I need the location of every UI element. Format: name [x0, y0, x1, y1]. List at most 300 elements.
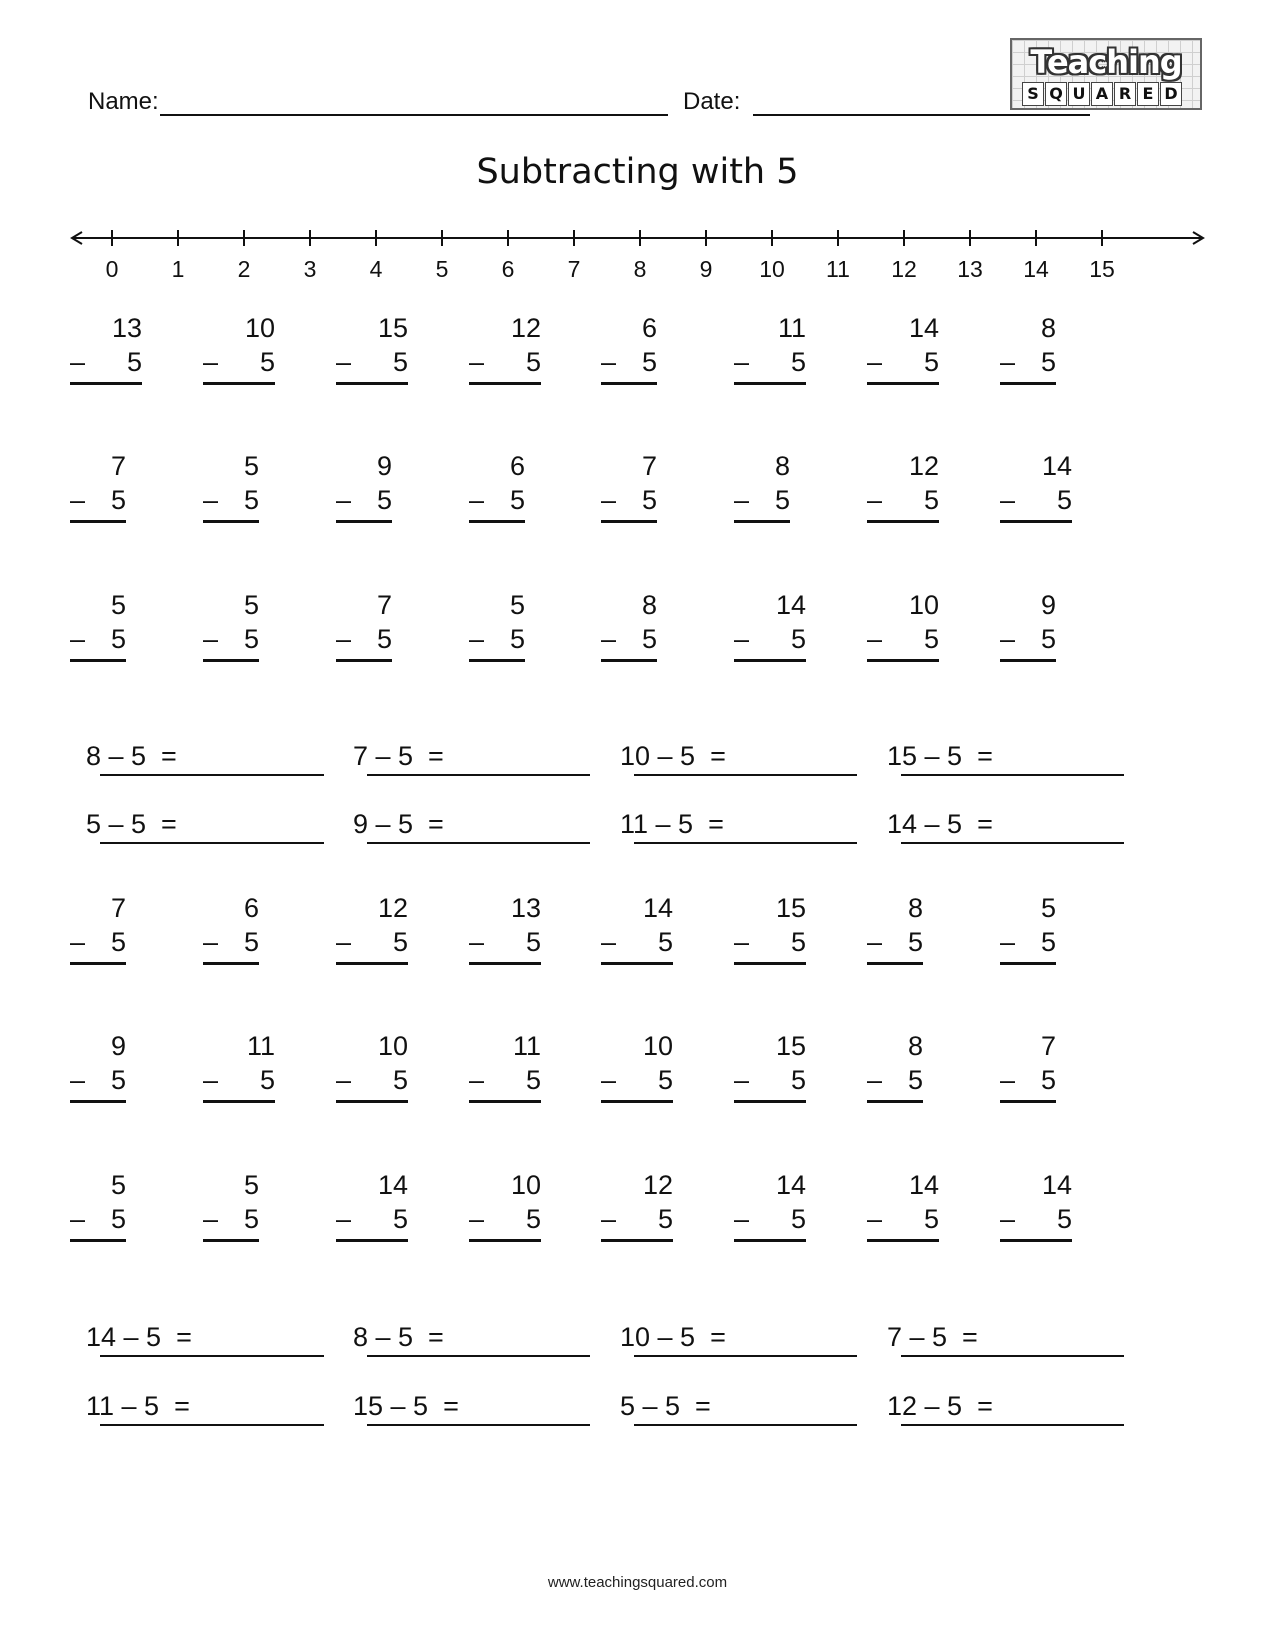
horizontal-problem [620, 1321, 857, 1361]
subtrahend: 5 [657, 927, 673, 957]
vertical-problem [734, 589, 806, 669]
answer-line[interactable] [734, 1239, 806, 1242]
answer-line[interactable] [1000, 1239, 1072, 1242]
subtrahend: 5 [923, 347, 939, 377]
minus-sign: – [867, 927, 883, 957]
minus-sign: – [867, 347, 883, 377]
vertical-problem [1000, 892, 1056, 972]
minus-sign: – [203, 1204, 219, 1234]
answer-line[interactable] [601, 962, 673, 965]
vertical-problem [70, 1169, 126, 1249]
subtrahend: 5 [907, 1065, 923, 1095]
answer-line[interactable] [1000, 1100, 1056, 1103]
tick-label: 7 [567, 256, 581, 282]
vertical-problem [469, 450, 525, 530]
answer-line[interactable] [1000, 659, 1056, 662]
minuend: 13 [510, 893, 541, 923]
answer-line[interactable] [336, 520, 392, 523]
horizontal-problem [86, 1390, 324, 1430]
equation-text: 8 – 5 = [86, 741, 177, 771]
answer-line[interactable] [469, 382, 541, 385]
horizontal-problem-row [0, 740, 1275, 780]
minus-sign: – [336, 624, 352, 654]
subtrahend: 5 [509, 485, 525, 515]
equation-text: 10 – 5 = [620, 1322, 726, 1352]
answer-line[interactable] [867, 520, 939, 523]
minuend: 5 [243, 451, 259, 481]
vertical-problem [203, 1169, 259, 1249]
horizontal-problem-row [0, 1321, 1275, 1361]
answer-line[interactable] [336, 1239, 408, 1242]
horizontal-problem [86, 1321, 324, 1361]
vertical-problem-row [0, 1169, 1275, 1249]
horizontal-problem [887, 1321, 1124, 1361]
answer-line[interactable] [203, 1239, 259, 1242]
minuend: 9 [110, 1031, 126, 1061]
answer-line[interactable] [867, 1100, 923, 1103]
subtrahend: 5 [790, 1065, 806, 1095]
equation-text: 15 – 5 = [887, 741, 993, 771]
minuend: 14 [908, 313, 939, 343]
answer-blank[interactable] [367, 774, 590, 776]
minuend: 14 [642, 893, 673, 923]
minuend: 7 [110, 451, 126, 481]
date-label: Date: [683, 88, 741, 115]
answer-line[interactable] [70, 382, 142, 385]
subtrahend: 5 [525, 927, 541, 957]
minuend: 8 [641, 590, 657, 620]
minus-sign: – [1000, 1065, 1016, 1095]
vertical-problem [601, 312, 657, 392]
subtrahend: 5 [641, 347, 657, 377]
name-label: Name: [88, 88, 159, 115]
minus-sign: – [734, 927, 750, 957]
answer-line[interactable] [336, 382, 408, 385]
vertical-problem [734, 1169, 806, 1249]
equation-text: 10 – 5 = [620, 741, 726, 771]
vertical-problem [469, 312, 541, 392]
subtrahend: 5 [392, 347, 408, 377]
tick-label: 12 [891, 256, 917, 282]
vertical-problem [1000, 312, 1056, 392]
horizontal-problem [86, 808, 324, 848]
vertical-problem [734, 1030, 806, 1110]
vertical-problem [70, 450, 126, 530]
answer-line[interactable] [601, 1100, 673, 1103]
minus-sign: – [867, 624, 883, 654]
minuend: 14 [775, 1170, 806, 1200]
answer-line[interactable] [734, 382, 806, 385]
minuend: 8 [1040, 313, 1056, 343]
tick-label: 0 [105, 256, 119, 282]
minuend: 8 [907, 893, 923, 923]
vertical-problem [336, 589, 392, 669]
subtrahend: 5 [1040, 347, 1056, 377]
logo-word: Teaching [1030, 43, 1182, 81]
answer-blank[interactable] [901, 1355, 1124, 1357]
minuend: 14 [1041, 451, 1072, 481]
subtrahend: 5 [110, 927, 126, 957]
answer-line[interactable] [70, 1239, 126, 1242]
answer-line[interactable] [469, 659, 525, 662]
minus-sign: – [734, 1204, 750, 1234]
vertical-problem [70, 1030, 126, 1110]
answer-blank[interactable] [367, 842, 590, 844]
vertical-problem [469, 1030, 541, 1110]
vertical-problem [601, 450, 657, 530]
vertical-problem [867, 1169, 939, 1249]
logo-letter: U [1068, 82, 1090, 106]
horizontal-problem [620, 740, 857, 780]
logo-letter: A [1091, 82, 1113, 106]
answer-line[interactable] [70, 1100, 126, 1103]
date-field[interactable] [753, 114, 1090, 116]
equation-text: 5 – 5 = [86, 809, 177, 839]
tick-label: 13 [957, 256, 983, 282]
minus-sign: – [203, 927, 219, 957]
equation-text: 11 – 5 = [620, 809, 724, 839]
answer-blank[interactable] [367, 1424, 590, 1426]
tick-label: 9 [699, 256, 713, 282]
subtrahend: 5 [392, 1204, 408, 1234]
logo-letter: E [1137, 82, 1159, 106]
tick-label: 2 [237, 256, 251, 282]
horizontal-problem [86, 740, 324, 780]
minus-sign: – [867, 1204, 883, 1234]
subtrahend: 5 [376, 485, 392, 515]
minuend: 6 [509, 451, 525, 481]
minus-sign: – [469, 485, 485, 515]
minuend: 9 [376, 451, 392, 481]
minus-sign: – [601, 485, 617, 515]
horizontal-problem [887, 740, 1124, 780]
vertical-problem [203, 1030, 275, 1110]
answer-line[interactable] [1000, 520, 1072, 523]
minuend: 10 [244, 313, 275, 343]
answer-blank[interactable] [100, 774, 324, 776]
subtrahend: 5 [907, 927, 923, 957]
minus-sign: – [734, 485, 750, 515]
vertical-problem [336, 892, 408, 972]
minus-sign: – [867, 485, 883, 515]
minuend: 8 [774, 451, 790, 481]
answer-line[interactable] [469, 520, 525, 523]
minuend: 15 [377, 313, 408, 343]
tick-label: 5 [435, 256, 449, 282]
vertical-problem [70, 892, 126, 972]
minuend: 8 [907, 1031, 923, 1061]
minus-sign: – [601, 1065, 617, 1095]
answer-blank[interactable] [901, 774, 1124, 776]
minus-sign: – [70, 347, 86, 377]
answer-line[interactable] [70, 659, 126, 662]
answer-line[interactable] [867, 962, 923, 965]
minuend: 12 [377, 893, 408, 923]
horizontal-problem-row [0, 808, 1275, 848]
answer-line[interactable] [601, 659, 657, 662]
subtrahend: 5 [657, 1204, 673, 1234]
horizontal-problem [620, 1390, 857, 1430]
subtrahend: 5 [110, 624, 126, 654]
equation-text: 9 – 5 = [353, 809, 444, 839]
minus-sign: – [336, 1065, 352, 1095]
answer-line[interactable] [601, 382, 657, 385]
minuend: 7 [376, 590, 392, 620]
footer-url: www.teachingsquared.com [547, 1574, 728, 1591]
minus-sign: – [601, 624, 617, 654]
vertical-problem [203, 312, 275, 392]
answer-line[interactable] [1000, 382, 1056, 385]
subtrahend: 5 [1040, 624, 1056, 654]
vertical-problem-row [0, 450, 1275, 530]
minus-sign: – [1000, 927, 1016, 957]
vertical-problem-row [0, 1030, 1275, 1110]
answer-line[interactable] [734, 520, 790, 523]
minus-sign: – [70, 1204, 86, 1234]
minus-sign: – [70, 624, 86, 654]
vertical-problem [601, 1030, 673, 1110]
minuend: 10 [908, 590, 939, 620]
minuend: 5 [509, 590, 525, 620]
logo-letter: Q [1045, 82, 1067, 106]
name-field[interactable] [160, 114, 668, 116]
answer-line[interactable] [203, 962, 259, 965]
logo-letter: D [1160, 82, 1182, 106]
vertical-problem [469, 892, 541, 972]
answer-line[interactable] [601, 520, 657, 523]
subtrahend: 5 [243, 485, 259, 515]
minuend: 5 [110, 590, 126, 620]
minus-sign: – [469, 1065, 485, 1095]
minuend: 12 [510, 313, 541, 343]
vertical-problem [336, 1169, 408, 1249]
answer-blank[interactable] [100, 1355, 324, 1357]
answer-line[interactable] [203, 382, 275, 385]
minus-sign: – [469, 347, 485, 377]
tick-label: 6 [501, 256, 515, 282]
answer-blank[interactable] [634, 1355, 857, 1357]
vertical-problem [867, 892, 923, 972]
vertical-problem [469, 589, 525, 669]
equation-text: 8 – 5 = [353, 1322, 444, 1352]
minuend: 12 [642, 1170, 673, 1200]
minuend: 14 [908, 1170, 939, 1200]
equation-text: 14 – 5 = [86, 1322, 192, 1352]
horizontal-problem [887, 1390, 1124, 1430]
horizontal-problem [887, 808, 1124, 848]
minus-sign: – [734, 347, 750, 377]
minus-sign: – [1000, 485, 1016, 515]
vertical-problem [203, 892, 259, 972]
subtrahend: 5 [243, 927, 259, 957]
minuend: 6 [243, 893, 259, 923]
subtrahend: 5 [243, 1204, 259, 1234]
answer-blank[interactable] [367, 1355, 590, 1357]
equation-text: 15 – 5 = [353, 1391, 459, 1421]
vertical-problem [203, 589, 259, 669]
minuend: 11 [246, 1031, 275, 1061]
horizontal-problem [353, 740, 590, 780]
answer-line[interactable] [734, 1100, 806, 1103]
answer-line[interactable] [336, 962, 408, 965]
subtrahend: 5 [923, 624, 939, 654]
minus-sign: – [203, 1065, 219, 1095]
subtrahend: 5 [774, 485, 790, 515]
vertical-problem [336, 450, 392, 530]
minus-sign: – [70, 1065, 86, 1095]
page-title: Subtracting with 5 [476, 152, 799, 192]
subtrahend: 5 [110, 1204, 126, 1234]
minus-sign: – [1000, 624, 1016, 654]
vertical-problem [867, 450, 939, 530]
horizontal-problem [353, 1321, 590, 1361]
number-line [70, 230, 1205, 290]
minuend: 10 [377, 1031, 408, 1061]
answer-line[interactable] [336, 659, 392, 662]
minus-sign: – [336, 1204, 352, 1234]
minus-sign: – [469, 1204, 485, 1234]
answer-blank[interactable] [901, 842, 1124, 844]
vertical-problem [469, 1169, 541, 1249]
subtrahend: 5 [790, 1204, 806, 1234]
tick-label: 4 [369, 256, 383, 282]
answer-line[interactable] [203, 520, 259, 523]
vertical-problem-row [0, 589, 1275, 669]
subtrahend: 5 [376, 624, 392, 654]
minuend: 7 [1040, 1031, 1056, 1061]
minuend: 5 [110, 1170, 126, 1200]
minus-sign: – [336, 485, 352, 515]
answer-line[interactable] [469, 962, 541, 965]
subtrahend: 5 [790, 624, 806, 654]
vertical-problem [1000, 1169, 1072, 1249]
answer-line[interactable] [469, 1239, 541, 1242]
minuend: 14 [1041, 1170, 1072, 1200]
vertical-problem [867, 1030, 923, 1110]
subtrahend: 5 [525, 347, 541, 377]
minus-sign: – [336, 347, 352, 377]
answer-line[interactable] [70, 962, 126, 965]
minus-sign: – [1000, 347, 1016, 377]
subtrahend: 5 [641, 485, 657, 515]
answer-blank[interactable] [634, 774, 857, 776]
subtrahend: 5 [1056, 1204, 1072, 1234]
answer-blank[interactable] [100, 842, 324, 844]
subtrahend: 5 [790, 347, 806, 377]
answer-blank[interactable] [634, 1424, 857, 1426]
answer-line[interactable] [734, 659, 806, 662]
vertical-problem-row [0, 312, 1275, 392]
tick-label: 10 [759, 256, 785, 282]
minuend: 5 [1040, 893, 1056, 923]
answer-line[interactable] [1000, 962, 1056, 965]
vertical-problem [601, 892, 673, 972]
tick-label: 8 [633, 256, 647, 282]
tick-label: 3 [303, 256, 317, 282]
answer-line[interactable] [469, 1100, 541, 1103]
equation-text: 14 – 5 = [887, 809, 993, 839]
minuend: 5 [243, 590, 259, 620]
number-line-axis [70, 230, 1205, 258]
subtrahend: 5 [110, 485, 126, 515]
tick-label: 14 [1023, 256, 1049, 282]
minus-sign: – [1000, 1204, 1016, 1234]
vertical-problem [1000, 1030, 1056, 1110]
answer-line[interactable] [867, 659, 939, 662]
minus-sign: – [203, 624, 219, 654]
minus-sign: – [203, 485, 219, 515]
subtrahend: 5 [243, 624, 259, 654]
minuend: 7 [110, 893, 126, 923]
subtrahend: 5 [1040, 927, 1056, 957]
subtrahend: 5 [110, 1065, 126, 1095]
answer-blank[interactable] [634, 842, 857, 844]
subtrahend: 5 [509, 624, 525, 654]
logo-letter: S [1022, 82, 1044, 106]
minuend: 11 [512, 1031, 541, 1061]
answer-line[interactable] [203, 1100, 275, 1103]
answer-blank[interactable] [100, 1424, 324, 1426]
subtrahend: 5 [392, 1065, 408, 1095]
subtrahend: 5 [259, 1065, 275, 1095]
subtrahend: 5 [641, 624, 657, 654]
vertical-problem [601, 589, 657, 669]
subtrahend: 5 [923, 485, 939, 515]
equation-text: 7 – 5 = [887, 1322, 978, 1352]
minus-sign: – [601, 927, 617, 957]
subtrahend: 5 [259, 347, 275, 377]
equation-text: 7 – 5 = [353, 741, 444, 771]
answer-line[interactable] [336, 1100, 408, 1103]
horizontal-problem-row [0, 1390, 1275, 1430]
equation-text: 5 – 5 = [620, 1391, 711, 1421]
minuend: 10 [510, 1170, 541, 1200]
answer-line[interactable] [70, 520, 126, 523]
minuend: 11 [777, 313, 806, 343]
minus-sign: – [867, 1065, 883, 1095]
horizontal-problem [353, 808, 590, 848]
answer-line[interactable] [867, 382, 939, 385]
vertical-problem [336, 1030, 408, 1110]
vertical-problem [336, 312, 408, 392]
minuend: 6 [641, 313, 657, 343]
vertical-problem [1000, 589, 1056, 669]
answer-line[interactable] [734, 962, 806, 965]
minuend: 14 [377, 1170, 408, 1200]
answer-blank[interactable] [901, 1424, 1124, 1426]
minuend: 15 [775, 1031, 806, 1061]
subtrahend: 5 [525, 1065, 541, 1095]
minuend: 13 [111, 313, 142, 343]
horizontal-problem [620, 808, 857, 848]
subtrahend: 5 [525, 1204, 541, 1234]
logo-letter-squares [1022, 82, 1182, 106]
answer-line[interactable] [601, 1239, 673, 1242]
equation-text: 12 – 5 = [887, 1391, 993, 1421]
teaching-squared-logo [1010, 38, 1202, 110]
header-fields [88, 88, 998, 118]
answer-line[interactable] [867, 1239, 939, 1242]
subtrahend: 5 [790, 927, 806, 957]
minuend: 7 [641, 451, 657, 481]
minus-sign: – [734, 624, 750, 654]
minus-sign: – [70, 927, 86, 957]
minuend: 5 [243, 1170, 259, 1200]
answer-line[interactable] [203, 659, 259, 662]
tick-label: 11 [826, 256, 850, 282]
vertical-problem [867, 589, 939, 669]
vertical-problem [734, 312, 806, 392]
